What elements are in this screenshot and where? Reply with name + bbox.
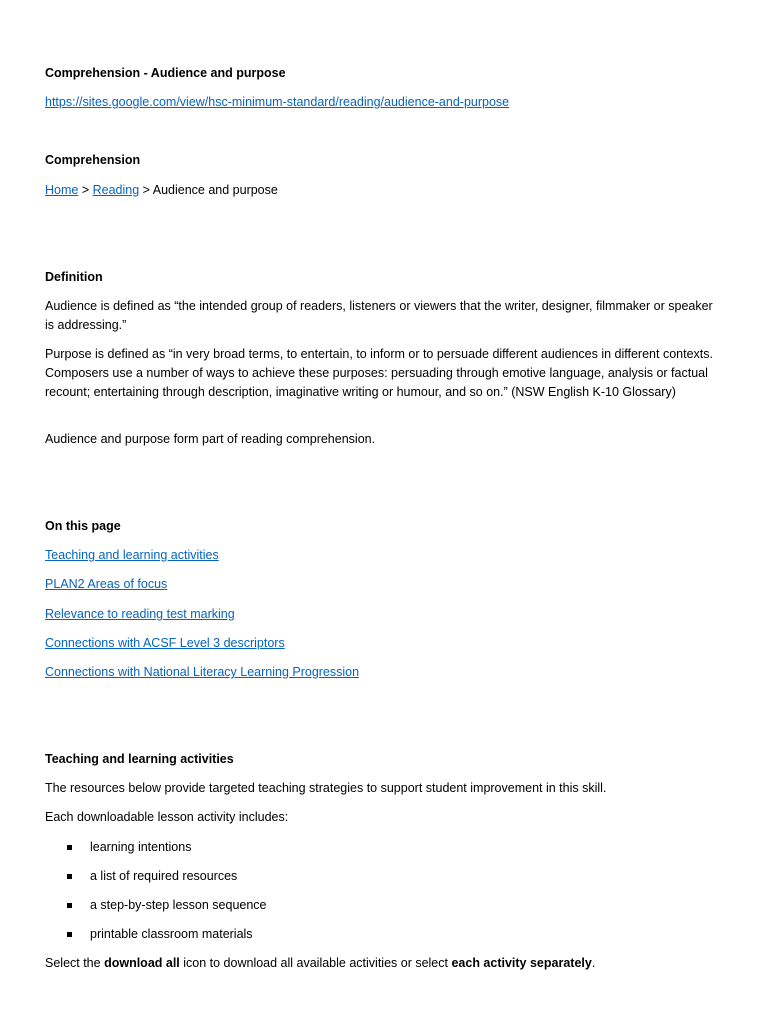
breadcrumb-separator: >: [78, 183, 93, 197]
teaching-includes: Each downloadable lesson activity includes:: [45, 810, 289, 824]
breadcrumb-current: Audience and purpose: [152, 183, 278, 197]
instruction-text: icon to download all available activities or select: [179, 956, 452, 970]
toc-link-label[interactable]: Teaching and learning activities: [45, 548, 219, 562]
toc-link-label[interactable]: Connections with ACSF Level 3 descriptors: [45, 636, 285, 650]
teaching-heading: Teaching and learning activities: [45, 752, 234, 766]
bullet-icon: [67, 903, 72, 908]
breadcrumb-separator: >: [139, 183, 153, 197]
instruction-text: Select the: [45, 956, 105, 970]
bullet-icon: [67, 874, 72, 879]
toc-link-label[interactable]: Connections with National Literacy Learning Progression: [45, 665, 360, 679]
definition-heading: Definition: [45, 270, 103, 284]
list-item-text: a list of required resources: [90, 869, 238, 883]
breadcrumb-home-link[interactable]: Home: [45, 183, 79, 197]
instruction-emphasis: each activity separately: [451, 956, 592, 970]
toc-link-teaching[interactable]: [45, 546, 219, 565]
bullet-icon: [67, 845, 72, 850]
toc-link-literacy-progression[interactable]: [45, 663, 359, 682]
instruction-text: .: [591, 956, 596, 970]
toc-link-label[interactable]: Relevance to reading test marking: [45, 607, 235, 621]
toc-link-acsf[interactable]: [45, 634, 285, 653]
download-instructions: [45, 954, 595, 973]
toc-link-plan2[interactable]: [45, 575, 167, 594]
document-title: Comprehension - Audience and purpose: [45, 66, 286, 80]
instruction-emphasis: download all: [104, 956, 180, 970]
source-url[interactable]: https://sites.google.com/view/hsc-minimum-standard/reading/audience-and-purpose: [45, 95, 510, 109]
list-item-text: learning intentions: [90, 840, 192, 854]
source-url-link[interactable]: [45, 93, 509, 112]
bullet-icon: [67, 932, 72, 937]
list-item-text: a step-by-step lesson sequence: [90, 898, 267, 912]
audience-definition: Audience is defined as “the intended group of readers, listeners or viewers that the writer, designer, filmmaker or speaker is addressing.”: [45, 299, 713, 332]
comprehension-heading: Comprehension: [45, 153, 141, 167]
breadcrumb: [45, 181, 278, 200]
list-item-text: printable classroom materials: [90, 927, 253, 941]
breadcrumb-reading-link[interactable]: Reading: [92, 183, 140, 197]
teaching-intro: The resources below provide targeted teaching strategies to support student improvement in this skill.: [45, 781, 607, 795]
on-this-page-heading: On this page: [45, 519, 121, 533]
toc-link-relevance[interactable]: [45, 605, 235, 624]
toc-link-label[interactable]: PLAN2 Areas of focus: [45, 577, 168, 591]
definition-summary: Audience and purpose form part of reading comprehension.: [45, 432, 376, 446]
purpose-definition: Purpose is defined as “in very broad terms, to entertain, to inform or to persuade different audiences in different contexts. Composers use a number of ways to achieve these purposes: persuading through emotive language, analysis or factual recount; entertaining through description, imaginative writing or humour, and so on.” (NSW English K-10 Glossary): [45, 347, 713, 399]
